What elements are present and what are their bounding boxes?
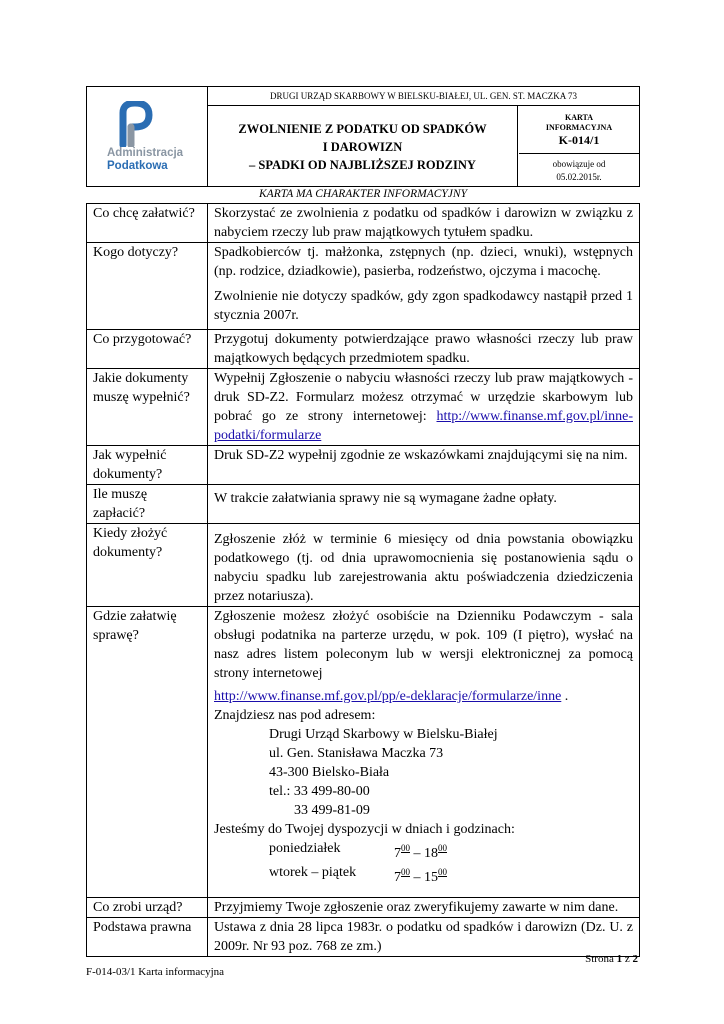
row-answer [208, 243, 640, 330]
address-line: ul. Gen. Stanisława Maczka 73 [269, 746, 444, 761]
title-line-2: I DAROWIZN [322, 140, 403, 154]
table-row [87, 243, 640, 330]
card-code: K-014/1 [558, 133, 600, 147]
table-row [87, 607, 640, 898]
table-row [87, 204, 640, 243]
page-number [585, 953, 638, 965]
address-line: 43-300 Bielsko-Biała [269, 765, 390, 780]
row-answer: Ustawa z dnia 28 lipca 1983r. o podatku od spadków i darowizn (Dz. U. z 2009r. Nr 93 poz. 768 ze zm.) [208, 918, 640, 957]
hours-day: wtorek – piątek [269, 865, 357, 880]
row-answer: Przygotuj dokumenty potwierdzające prawo własności rzeczy lub praw majątkowych będących przedmiotem spadku. [208, 330, 640, 369]
row-question: Co przygotować? [87, 330, 208, 369]
row-answer [208, 485, 640, 524]
row-question: Jak wypełnić dokumenty? [87, 446, 208, 485]
row-question: Ile muszę zapłacić? [87, 485, 208, 524]
address-intro: Znajdziesz nas pod adresem: [214, 708, 376, 723]
answer-paragraph: Spadkobierców tj. małżonka, zstępnych (np. dzieci, wnuki), wstępnych (np. rodzice, dziadkowie), pasierba, rodzeństwo, ojczyma i macochę. [214, 245, 633, 279]
hours-time: $7^{00} - 18^{00}$ [394, 843, 447, 861]
page-total: 2 [632, 953, 638, 965]
row-question: Jakie dokumenty muszę wypełnić? [87, 369, 208, 446]
row-question: Co zrobi urząd? [87, 898, 208, 918]
row-question: Podstawa prawna [87, 918, 208, 957]
page-word: Strona [585, 953, 614, 965]
valid-label: obowiązuje od [552, 159, 606, 169]
informational-note: KARTA MA CHARAKTER INFORMACYJNY [259, 188, 467, 200]
table-row [87, 918, 640, 957]
row-question: Gdzie załatwię sprawę? [87, 607, 208, 898]
form-code: F-014-03/1 Karta informacyjna [86, 966, 225, 978]
row-answer [208, 607, 640, 898]
hours-intro: Jesteśmy do Twojej dyspozycji w dniach i godzinach: [214, 822, 515, 837]
address-line: Drugi Urząd Skarbowy w Bielsku-Białej [269, 727, 498, 742]
card-label-2: INFORMACYJNA [545, 123, 613, 132]
answer-paragraph: Zgłoszenie możesz złożyć osobiście na Dzienniku Podawczym - sala obsługi podatnika na parterze urzędu, w pok. 109 (I piętro), wysłać na nasz adres listem poleconym lub w wersji elektronicznej za pomocą strony internetowej [214, 609, 633, 681]
row-question: Co chcę załatwić? [87, 204, 208, 243]
e-declaration-link[interactable]: http://www.finanse.mf.gov.pl/pp/e-deklaracje/formularze/inne [214, 689, 562, 704]
table-row [87, 330, 640, 369]
row-question: Kogo dotyczy? [87, 243, 208, 330]
page-current: 1 [616, 953, 623, 965]
hours-day: poniedziałek [269, 841, 341, 856]
phone-line: 33 499-81-09 [294, 803, 370, 818]
answer-paragraph [214, 687, 633, 706]
row-question: Kiedy złożyć dokumenty? [87, 524, 208, 607]
info-table [86, 203, 640, 957]
table-row [87, 524, 640, 607]
logo-line-1: Administracja [107, 147, 184, 159]
header-box [86, 86, 640, 187]
link-suffix: . [561, 689, 569, 704]
valid-date: 05.02.2015r. [556, 172, 602, 182]
phone-line: tel.: 33 499-80-00 [269, 784, 370, 799]
answer-paragraph: Zwolnienie nie dotyczy spadków, gdy zgon spadkodawcy nastąpił przed 1 stycznia 2007r. [214, 289, 633, 323]
table-row [87, 898, 640, 918]
row-answer: Druk SD-Z2 wypełnij zgodnie ze wskazówkami znajdującymi się na nim. [208, 446, 640, 485]
table-row [87, 446, 640, 485]
valid-from-cell [519, 154, 639, 187]
table-row [87, 485, 640, 524]
hours-time: $7^{00} - 15^{00}$ [394, 867, 447, 885]
answer-text: Wypełnij Zgłoszenie o nabyciu własności rzeczy lub praw majątkowych - druk SD-Z2. Formularz możesz otrzymać w urzędzie skarbowym lub pobrać go ze strony internetowej: [214, 371, 633, 424]
document-title [208, 106, 518, 186]
logo-cell [87, 87, 208, 186]
row-answer [208, 524, 640, 607]
office-address: DRUGI URZĄD SKARBOWY W BIELSKU-BIAŁEJ, UL. GEN. ST. MACZKA 73 [208, 87, 639, 106]
card-label-1: KARTA [564, 113, 593, 122]
logo-line-2: Podatkowa [107, 160, 168, 172]
answer-text: Zgłoszenie złóż w terminie 6 miesięcy od dnia powstania obowiązku podatkowego (tj. od dnia uprawomocnienia się postanowienia sądu o nabyciu spadku lub zarejestrowania aktu poświadczenia dziedziczenia przez notariusza). [214, 532, 633, 604]
administracja-podatkowa-logo-icon [117, 101, 157, 147]
row-answer: Skorzystać ze zwolnienia z podatku od spadków i darowizn w związku z nabyciem rzeczy lub praw majątkowych tytułem spadku. [208, 204, 640, 243]
forms-link[interactable]: http://www.finanse.mf.gov.pl/inne-podatki/formularze [214, 409, 633, 443]
row-answer [208, 369, 640, 446]
row-answer: Przyjmiemy Twoje zgłoszenie oraz zweryfikujemy zawarte w nim dane. [208, 898, 640, 918]
page-of: z [624, 953, 630, 965]
table-row [87, 369, 640, 446]
answer-text: W trakcie załatwiania sprawy nie są wymagane żadne opłaty. [214, 491, 557, 506]
hours-row [214, 863, 633, 887]
title-line-1: ZWOLNIENIE Z PODATKU OD SPADKÓW [238, 122, 487, 136]
card-code-cell [519, 106, 639, 154]
title-line-3: – SPADKI OD NAJBLIŻSZEJ RODZINY [249, 158, 476, 172]
hours-row [214, 839, 633, 863]
